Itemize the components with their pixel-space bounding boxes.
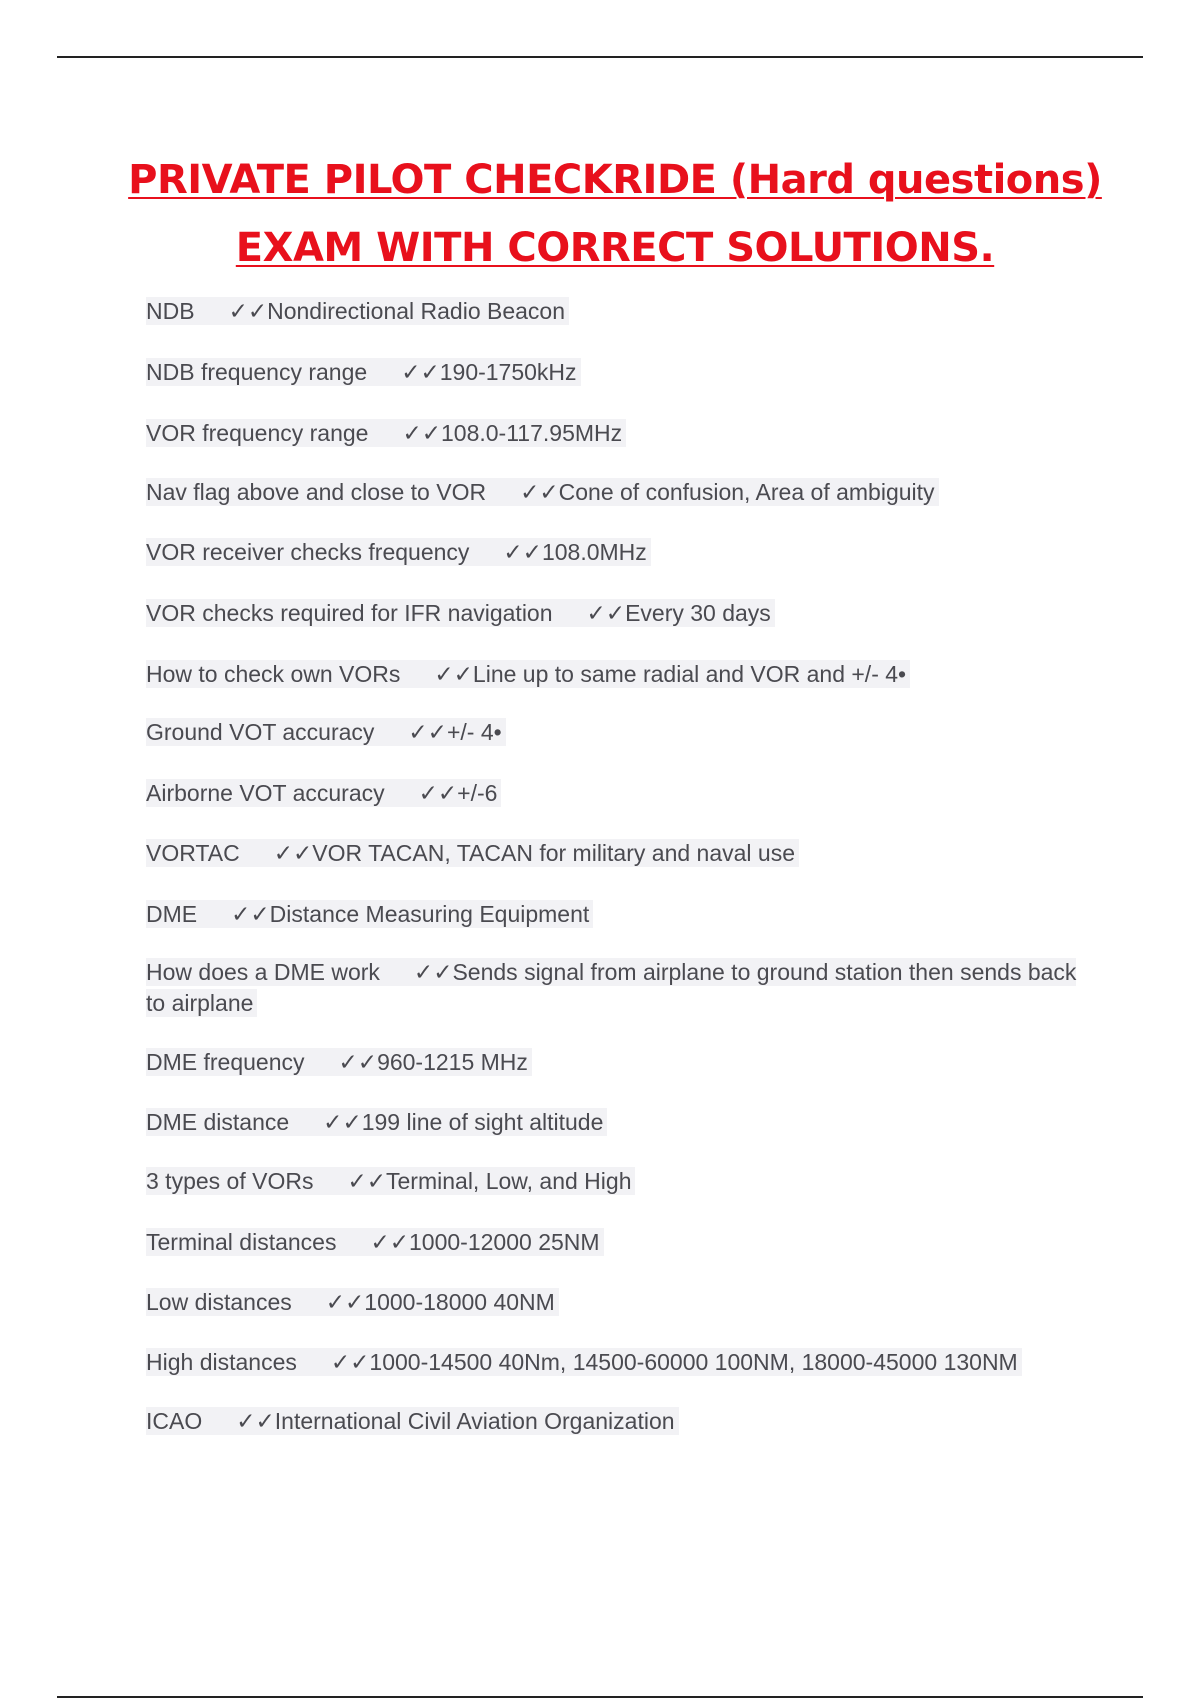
- check-marks: ✓✓: [347, 1168, 387, 1194]
- check-marks: ✓✓: [330, 1349, 370, 1375]
- qa-item: [146, 1227, 604, 1258]
- check-marks: ✓✓: [236, 1408, 275, 1434]
- answer: 960-1215 MHz: [377, 1049, 528, 1075]
- question: VOR frequency range: [146, 420, 369, 446]
- question: Ground VOT accuracy: [146, 719, 375, 745]
- check-marks: ✓✓: [503, 539, 542, 565]
- answer: 1000-18000 40NM: [364, 1289, 555, 1315]
- qa-item: [146, 838, 799, 869]
- check-marks: ✓✓: [418, 780, 458, 806]
- check-marks: ✓✓: [325, 1289, 365, 1315]
- answer: +/-6: [457, 780, 498, 806]
- qa-item: [146, 1166, 635, 1197]
- qa-item: [146, 357, 581, 388]
- answer: Cone of confusion, Area of ambiguity: [558, 479, 935, 505]
- answer: Line up to same radial and VOR and +/- 4•: [472, 661, 907, 687]
- qa-item: [146, 477, 939, 508]
- qa-item: [146, 418, 626, 449]
- answer: Nondirectional Radio Beacon: [267, 298, 566, 324]
- qa-item: [146, 598, 775, 629]
- question: DME frequency: [146, 1049, 305, 1075]
- title-line-1: PRIVATE PILOT CHECKRIDE (Hard questions): [128, 157, 1102, 203]
- answer: 190-1750kHz: [439, 359, 577, 385]
- answer: Terminal, Low, and High: [386, 1168, 632, 1194]
- qa-item: [146, 537, 651, 568]
- qa-item: [146, 1047, 532, 1078]
- answer: Sends signal from airplane to ground station then sends back to airplane: [146, 959, 1077, 1016]
- answer: 1000-14500 40Nm, 14500-60000 100NM, 18000-45000 130NM: [369, 1349, 1018, 1375]
- check-marks: ✓✓: [273, 840, 313, 866]
- check-marks: ✓✓: [413, 959, 453, 985]
- answer: Distance Measuring Equipment: [269, 901, 590, 927]
- qa-item: [146, 1287, 559, 1318]
- question: DME: [146, 901, 198, 927]
- check-marks: ✓✓: [228, 298, 268, 324]
- qa-item: [146, 899, 593, 930]
- document-title: [120, 146, 1110, 282]
- question: How does a DME work: [146, 959, 380, 985]
- qa-item: [146, 957, 1086, 1019]
- bottom-divider: [57, 1696, 1143, 1698]
- check-marks: ✓✓: [338, 1049, 378, 1075]
- qa-item: [146, 1347, 1022, 1378]
- question: Low distances: [146, 1289, 292, 1315]
- answer: +/- 4•: [446, 719, 502, 745]
- check-marks: ✓✓: [370, 1229, 410, 1255]
- qa-item: [146, 1406, 679, 1437]
- top-divider: [57, 56, 1143, 58]
- question: Nav flag above and close to VOR: [146, 479, 487, 505]
- answer: Every 30 days: [625, 600, 771, 626]
- answer: VOR TACAN, TACAN for military and naval use: [312, 840, 795, 866]
- question: How to check own VORs: [146, 661, 401, 687]
- check-marks: ✓✓: [231, 901, 270, 927]
- check-marks: ✓✓: [520, 479, 559, 505]
- question: VOR checks required for IFR navigation: [146, 600, 553, 626]
- check-marks: ✓✓: [586, 600, 626, 626]
- check-marks: ✓✓: [401, 359, 440, 385]
- question: VOR receiver checks frequency: [146, 539, 470, 565]
- question: Terminal distances: [146, 1229, 337, 1255]
- question: Airborne VOT accuracy: [146, 780, 385, 806]
- title-line-2: EXAM WITH CORRECT SOLUTIONS.: [235, 225, 995, 271]
- answer: 199 line of sight altitude: [361, 1109, 604, 1135]
- question: VORTAC: [146, 840, 240, 866]
- answer: International Civil Aviation Organization: [274, 1408, 675, 1434]
- check-marks: ✓✓: [402, 420, 441, 446]
- qa-item: [146, 659, 910, 690]
- answer: 108.0-117.95MHz: [441, 420, 623, 446]
- question: High distances: [146, 1349, 297, 1375]
- question: 3 types of VORs: [146, 1168, 314, 1194]
- check-marks: ✓✓: [408, 719, 447, 745]
- question: ICAO: [146, 1408, 203, 1434]
- answer: 108.0MHz: [541, 539, 647, 565]
- check-marks: ✓✓: [323, 1109, 362, 1135]
- qa-item: [146, 296, 569, 327]
- question: NDB frequency range: [146, 359, 368, 385]
- qa-item: [146, 1107, 607, 1138]
- qa-item: [146, 717, 506, 748]
- question: DME distance: [146, 1109, 290, 1135]
- question: NDB: [146, 298, 195, 324]
- check-marks: ✓✓: [434, 661, 473, 687]
- qa-item: [146, 778, 501, 809]
- answer: 1000-12000 25NM: [409, 1229, 600, 1255]
